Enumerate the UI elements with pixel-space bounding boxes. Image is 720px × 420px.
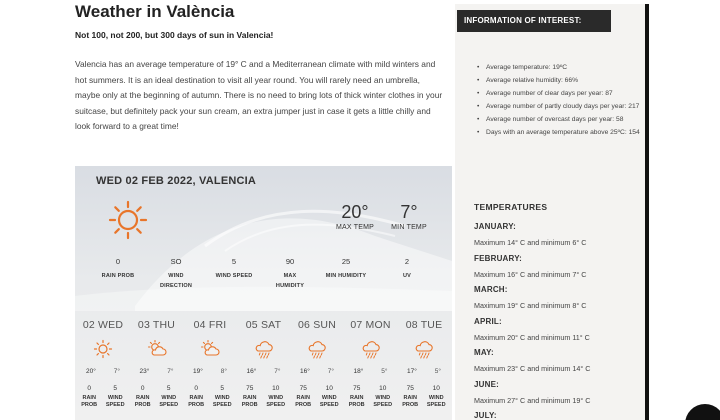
forecast-temps [77,368,129,375]
info-list-item: • Average number of overcast days per year: 58 [474,113,646,126]
stat-label: MAX HUMIDITY [275,273,305,289]
sidebar [455,4,647,420]
forecast-stats [131,384,183,409]
stat-value: SO [170,257,182,266]
stat-min-humidity [323,257,369,281]
stat-value: 2 [404,257,410,266]
forecast-wind-label: WIND SPEED [426,395,446,408]
max-temp [330,202,380,231]
forecast-rain-value: 75 [246,385,254,392]
forecast-rain [131,384,155,409]
forecast-max-temp: 18° [353,368,364,375]
forecast-wind-value: 5 [220,385,225,392]
stat-value: 25 [341,257,351,266]
info-list-item: • Average temperature: 19ºC [474,61,646,74]
min-temp-value: 7° [400,202,418,222]
chat-launcher-button[interactable] [685,404,720,420]
forecast-stats [291,384,343,409]
forecast-wind-value: 5 [166,385,171,392]
month-temperature-range: Maximum 14° C and minimum 6° C [474,238,587,247]
rain-cloud-icon [254,339,274,359]
forecast-rain [398,384,422,409]
stat-label: WIND DIRECTION [159,273,193,289]
forecast-day-label: 04 FRI [193,319,227,331]
month-name: JULY: [474,411,497,420]
weather-widget [75,166,452,420]
forecast-wind-label: WIND SPEED [373,395,393,408]
forecast-wind-label: WIND SPEED [212,395,232,408]
forecast-rain-label: RAIN PROB [81,395,98,408]
forecast-rain-value: 0 [87,385,92,392]
forecast-day [291,311,343,420]
forecast-rain-label: RAIN PROB [295,395,312,408]
rain-cloud-icon [361,339,381,359]
info-list-item: • Days with an average temperature above 25ºC: 154 [474,126,646,139]
forecast-rain [345,384,369,409]
max-temp-label: MAX TEMP [335,224,375,231]
forecast-min-temp: 5° [434,368,442,375]
forecast-rain-label: RAIN PROB [402,395,419,408]
forecast-wind-value: 5 [113,385,118,392]
temperatures-heading: TEMPERATURES [474,202,548,212]
forecast-wind-label: WIND SPEED [319,395,339,408]
current-stats [97,257,447,297]
forecast-rain-value: 75 [406,385,414,392]
forecast-wind [369,384,397,409]
main-content [75,0,453,135]
forecast-day-label: 07 MON [350,319,391,331]
forecast-wind [422,384,450,409]
forecast-wind [208,384,236,409]
info-list-item: • Average number of clear days per year: 87 [474,87,646,100]
forecast-day [398,311,450,420]
min-temp-label: MIN TEMP [391,224,427,231]
forecast-day-label: 03 THU [137,319,176,331]
forecast-days [75,311,452,420]
month-temperature-range: Maximum 16° C and minimum 7° C [474,269,587,279]
forecast-temps [184,368,236,375]
stat-value: 0 [115,257,121,266]
forecast-wind [315,384,343,409]
forecast-min-temp: 8° [220,368,228,375]
stat-label: MIN HUMIDITY [325,273,367,279]
stat-label: UV [402,273,412,279]
month-temperature-range: Maximum 27° C and minimum 19° C [474,395,591,405]
forecast-day [345,311,397,420]
forecast-wind [101,384,129,409]
month-name: JUNE: [474,379,500,389]
forecast-rain [291,384,315,409]
monthly-temperatures [474,219,644,420]
stat-wind-direction [155,257,197,291]
forecast-day-label: 06 SUN [298,319,336,331]
forecast-max-temp: 16° [246,368,257,375]
forecast-max-temp: 16° [299,368,310,375]
info-list-item: • Average number of partly cloudy days per year: 217 [474,100,646,113]
forecast-stats [77,384,129,409]
forecast-wind-label: WIND SPEED [266,395,286,408]
forecast-rain [184,384,208,409]
stat-value: 5 [231,257,237,266]
rain-cloud-icon [307,339,327,359]
forecast-rain-value: 0 [194,385,199,392]
forecast-temps [345,368,397,375]
page-subtitle: Not 100, not 200, but 300 days of sun in Valencia! [75,30,274,40]
forecast-wind-value: 10 [379,385,387,392]
stat-max-humidity [269,257,311,291]
forecast-max-temp: 19° [192,368,203,375]
forecast-min-temp: 7° [167,368,174,375]
month-temperature-range: Maximum 19° C and minimum 8° C [474,301,587,310]
page-title: Weather in València [75,2,235,21]
forecast-temps [398,368,450,375]
month-name: MARCH: [474,285,508,294]
forecast-wind-value: 10 [432,385,440,392]
forecast-stats [184,384,236,409]
forecast-day-label: 05 SAT [245,319,282,331]
stat-rain-prob [97,257,139,281]
sun-icon [93,339,113,359]
forecast-stats [238,384,290,409]
info-heading: INFORMATION OF INTEREST: [457,10,607,32]
forecast-rain-label: RAIN PROB [188,395,205,408]
forecast-max-temp: 20° [85,368,96,375]
forecast-min-temp: 7° [327,368,335,375]
stat-value: 90 [285,257,295,266]
month-name: FEBRUARY: [474,253,523,263]
forecast-day-label: 02 WED [82,319,124,331]
month-name: JANUARY: [474,222,517,231]
forecast-stats [345,384,397,409]
forecast-day [238,311,290,420]
max-temp-value: 20° [341,202,369,222]
forecast-wind-label: WIND SPEED [105,395,125,408]
forecast-rain-label: RAIN PROB [241,395,258,408]
stat-label: RAIN PROB [101,273,135,279]
sidebar-shadow [645,4,649,420]
intro-paragraph: Valencia has an average temperature of 19° C and a Mediterranean climate with mild winters and hot summers. It is an ideal destination to visit all year round. You will rarely need an umbrella, maybe only at the beginning of autumn. There is no need to bring lots of thick winter clothes in your suitcase, but definitely pack your sun cream, an extra jumper just in case it gets a little chilly and look forward to a great time! [75,59,443,131]
month-name: APRIL: [474,316,502,326]
month-temperature-range: Maximum 20° C and minimum 11° C [474,332,590,342]
info-heading-accent [607,10,611,32]
rain-cloud-icon [414,339,434,359]
stat-wind-speed [213,257,255,281]
forecast-day [184,311,236,420]
forecast-day [131,311,183,420]
forecast-date-location: WED 02 FEB 2022, VALENCIA [96,175,257,187]
forecast-wind-value: 10 [272,385,280,392]
forecast-rain [238,384,262,409]
forecast-rain [77,384,101,409]
sun-icon [107,199,149,241]
forecast-min-temp: 5° [381,368,388,375]
forecast-temps [238,368,290,375]
forecast-max-temp: 17° [406,368,417,375]
forecast-rain-label: RAIN PROB [348,395,365,408]
forecast-min-temp: 7° [274,368,281,375]
forecast-day [77,311,129,420]
forecast-stats [398,384,450,409]
forecast-rain-value: 75 [353,385,361,392]
info-list [474,61,646,139]
partly-cloudy-icon [147,339,167,359]
forecast-temps [131,368,183,375]
forecast-wind-label: WIND SPEED [159,395,179,408]
forecast-min-temp: 7° [113,368,121,375]
forecast-rain-label: RAIN PROB [134,395,151,408]
month-temperature-range: Maximum 23° C and minimum 14° C [474,364,591,373]
forecast-temps [291,368,343,375]
partly-cloudy-icon [200,339,220,359]
forecast-wind [155,384,183,409]
month-name: MAY: [474,348,494,357]
forecast-rain-value: 75 [299,385,307,392]
forecast-wind [262,384,290,409]
min-temp [384,202,434,231]
forecast-wind-value: 10 [325,385,333,392]
forecast-day-label: 08 TUE [405,319,443,331]
forecast-rain-value: 0 [140,385,145,392]
stat-uv [387,257,427,281]
info-list-item: • Average relative humidity: 66% [474,74,646,87]
stat-label: WIND SPEED [215,273,253,279]
forecast-max-temp: 23° [139,368,150,375]
